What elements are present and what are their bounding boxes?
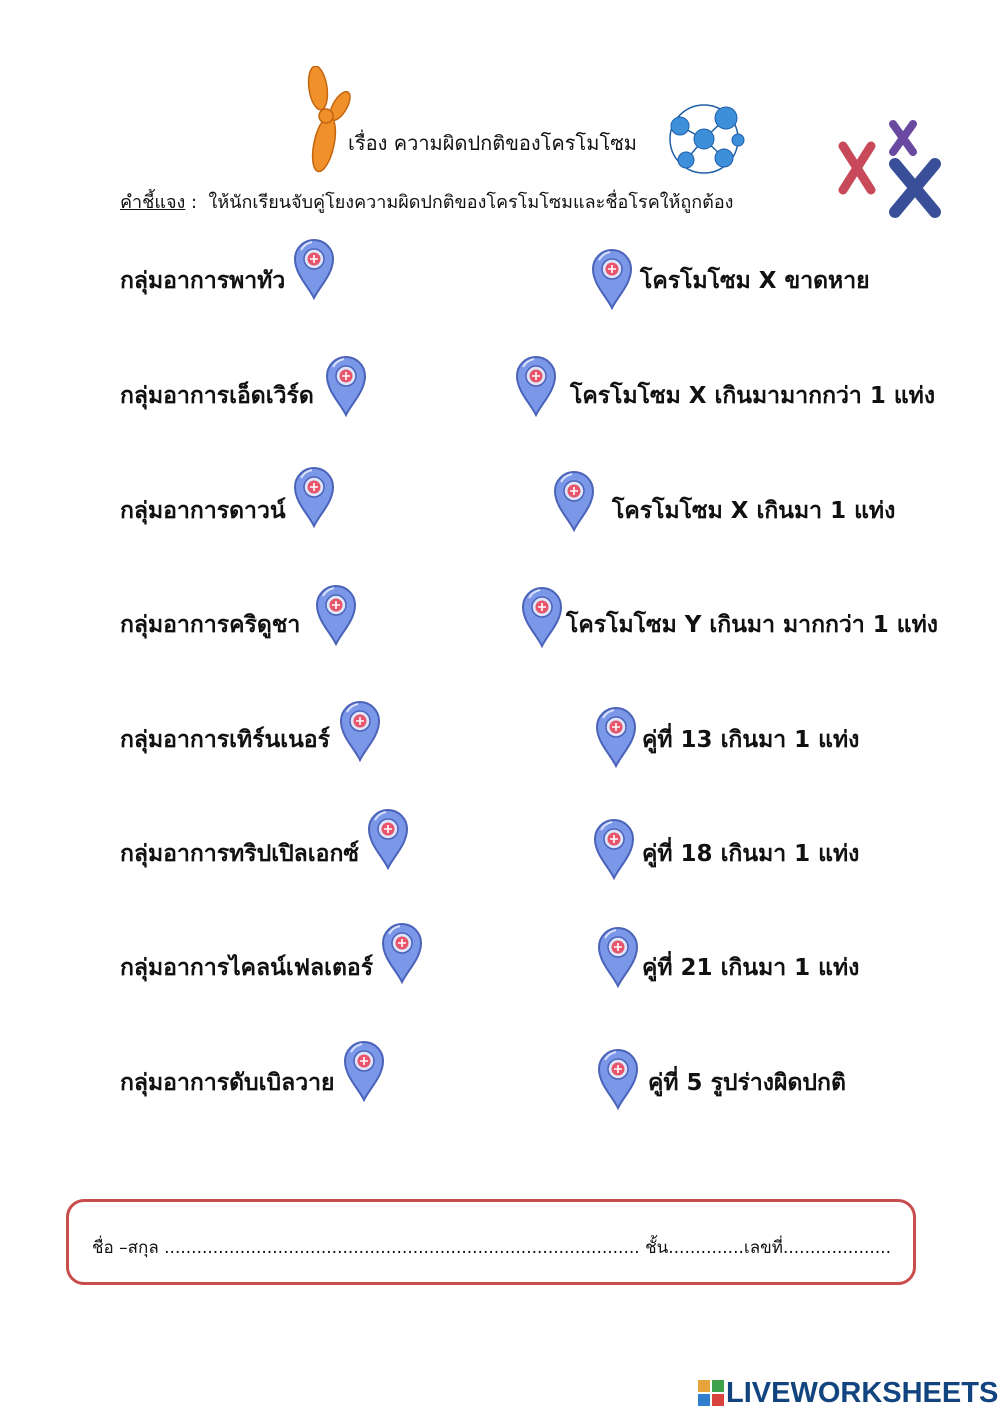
- page-title: เรื่อง ความผิดปกติของโครโมโซม: [348, 131, 637, 155]
- location-pin-icon[interactable]: [592, 818, 636, 880]
- right-item-2: โครโมโซม X เกินมามากกว่า 1 แท่ง: [570, 383, 936, 409]
- right-item-3: โครโมโซม X เกินมา 1 แท่ง: [612, 498, 896, 524]
- location-pin-icon[interactable]: [292, 466, 336, 528]
- location-pin-icon[interactable]: [314, 584, 358, 646]
- location-pin-icon[interactable]: [380, 922, 424, 984]
- location-pin-icon[interactable]: [596, 926, 640, 988]
- right-item-8: คู่ที่ 5 รูปร่างผิดปกติ: [648, 1070, 846, 1096]
- instruction-label: คำชี้แจง: [120, 192, 186, 213]
- logo-mark-icon: [698, 1380, 724, 1406]
- left-item-1: กลุ่มอาการพาทัว: [120, 268, 286, 294]
- location-pin-icon[interactable]: [342, 1040, 386, 1102]
- left-item-8: กลุ่มอาการดับเบิลวาย: [120, 1070, 335, 1096]
- location-pin-icon[interactable]: [514, 355, 558, 417]
- right-item-7: คู่ที่ 21 เกินมา 1 แท่ง: [642, 955, 860, 981]
- instruction: [120, 187, 733, 216]
- instruction-separator: :: [185, 192, 209, 213]
- right-item-5: คู่ที่ 13 เกินมา 1 แท่ง: [642, 727, 860, 753]
- location-pin-icon[interactable]: [590, 248, 634, 310]
- left-item-7: กลุ่มอาการไคลน์เฟลเตอร์: [120, 955, 374, 981]
- logo-text: LIVEWORKSHEETS: [726, 1376, 999, 1409]
- location-pin-icon[interactable]: [292, 238, 336, 300]
- location-pin-icon[interactable]: [324, 355, 368, 417]
- molecule-icon: [660, 96, 748, 182]
- chromosomes-icon: [835, 116, 945, 220]
- location-pin-icon[interactable]: [338, 700, 382, 762]
- right-item-6: คู่ที่ 18 เกินมา 1 แท่ง: [642, 841, 860, 867]
- location-pin-icon[interactable]: [552, 470, 596, 532]
- location-pin-icon[interactable]: [366, 808, 410, 870]
- right-item-4: โครโมโซม Y เกินมา มากกว่า 1 แท่ง: [566, 612, 938, 638]
- student-info-line: ชื่อ –สกุล ........................................................................................ ชั้น..............เลขที่....................: [92, 1238, 892, 1258]
- location-pin-icon[interactable]: [596, 1048, 640, 1110]
- left-item-3: กลุ่มอาการดาวน์: [120, 498, 286, 524]
- chromosome-icon: [300, 66, 360, 176]
- left-item-6: กลุ่มอาการทริปเปิลเอกซ์: [120, 841, 359, 867]
- right-item-1: โครโมโซม X ขาดหาย: [640, 268, 870, 294]
- left-item-2: กลุ่มอาการเอ็ดเวิร์ด: [120, 383, 314, 409]
- liveworksheets-logo: [698, 1376, 998, 1410]
- location-pin-icon[interactable]: [594, 706, 638, 768]
- instruction-text: ให้นักเรียนจับคู่โยงความผิดปกติของโครโมโซมและชื่อโรคให้ถูกต้อง: [208, 192, 734, 213]
- location-pin-icon[interactable]: [520, 586, 564, 648]
- left-item-5: กลุ่มอาการเทิร์นเนอร์: [120, 727, 330, 753]
- left-item-4: กลุ่มอาการคริดูชา: [120, 612, 301, 638]
